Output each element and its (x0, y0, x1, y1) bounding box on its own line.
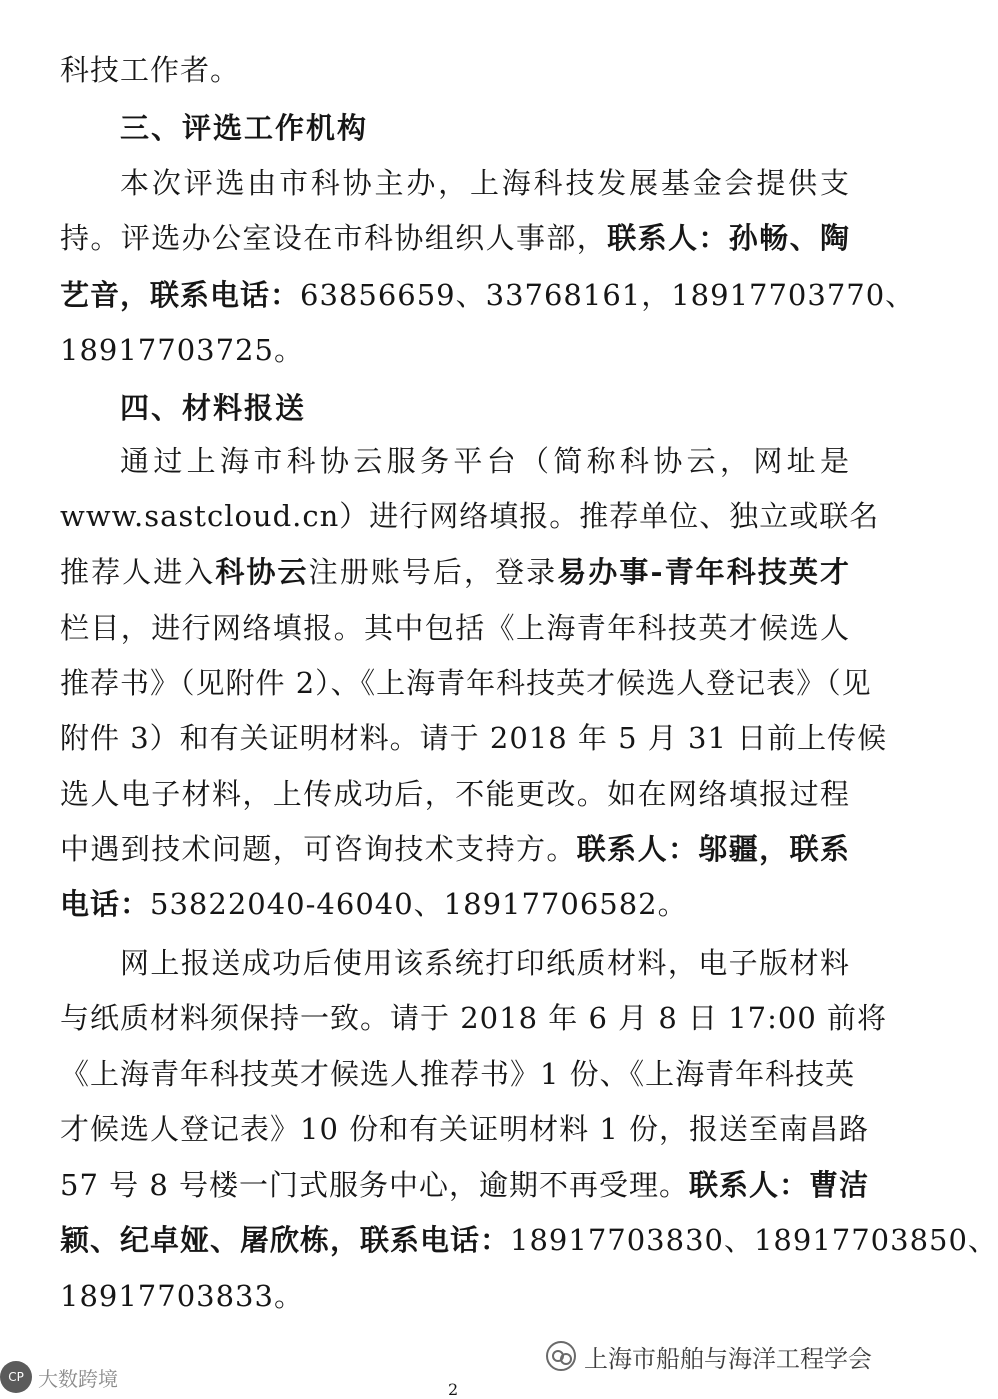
watermark-right-text: 上海市船舶与海洋工程学会 (584, 1344, 872, 1373)
paragraph-line: 《上海青年科技英才候选人推荐书》1 份、《上海青年科技英 (60, 1057, 856, 1091)
paragraph-line: 持。评选办公室设在市科协组织人事部，联系人：孙畅、陶 (60, 221, 850, 255)
paragraph-line: 推荐人进入科协云注册账号后，登录易办事-青年科技英才 (60, 555, 850, 589)
wechat-icon (546, 1341, 576, 1371)
paragraph-line: 选人电子材料，上传成功后，不能更改。如在网络填报过程 (60, 777, 850, 811)
paragraph-line: 18917703725。 (60, 333, 304, 367)
paragraph-line: 附件 3）和有关证明材料。请于 2018 年 5 月 31 日前上传候 (60, 721, 888, 755)
watermark-logo-icon: CP (0, 1361, 32, 1393)
section-heading-3: 三、评选工作机构 (120, 111, 369, 145)
paragraph-line: 颖、纪卓娅、屠欣栋，联系电话：18917703830、18917703850、 (60, 1223, 998, 1257)
paragraph-line: 与纸质材料须保持一致。请于 2018 年 6 月 8 日 17:00 前将 (60, 1001, 888, 1035)
page-number: 2 (448, 1380, 459, 1399)
paragraph-line: 栏目，进行网络填报。其中包括《上海青年科技英才候选人 (60, 611, 850, 645)
section-heading-4: 四、材料报送 (120, 391, 307, 425)
paragraph-line: 通过上海市科协云服务平台（简称科协云，网址是 (120, 444, 850, 478)
paragraph-line: 科技工作者。 (60, 53, 241, 87)
paragraph-line: www.sastcloud.cn）进行网络填报。推荐单位、独立或联名 (60, 499, 880, 533)
watermark-left-text: 大数跨境 (38, 1366, 118, 1391)
paragraph-line: 电话：53822040-46040、18917706582。 (60, 887, 688, 921)
paragraph-line: 本次评选由市科协主办，上海科技发展基金会提供支 (120, 166, 850, 200)
paragraph-line: 网上报送成功后使用该系统打印纸质材料，电子版材料 (120, 946, 850, 980)
paragraph-line: 中遇到技术问题，可咨询技术支持方。联系人：邬疆，联系 (60, 832, 850, 866)
paragraph-line: 才候选人登记表》10 份和有关证明材料 1 份，报送至南昌路 (60, 1112, 870, 1146)
paragraph-line: 18917703833。 (60, 1279, 304, 1313)
watermark-right (546, 1339, 872, 1373)
watermark-left (0, 1357, 118, 1397)
paragraph-line: 艺音，联系电话：63856659、33768161，18917703770、 (60, 278, 916, 312)
paragraph-line: 推荐书》（见附件 2）、《上海青年科技英才候选人登记表》（见 (60, 666, 872, 700)
paragraph-line: 57 号 8 号楼一门式服务中心，逾期不再受理。联系人：曹洁 (60, 1168, 870, 1202)
